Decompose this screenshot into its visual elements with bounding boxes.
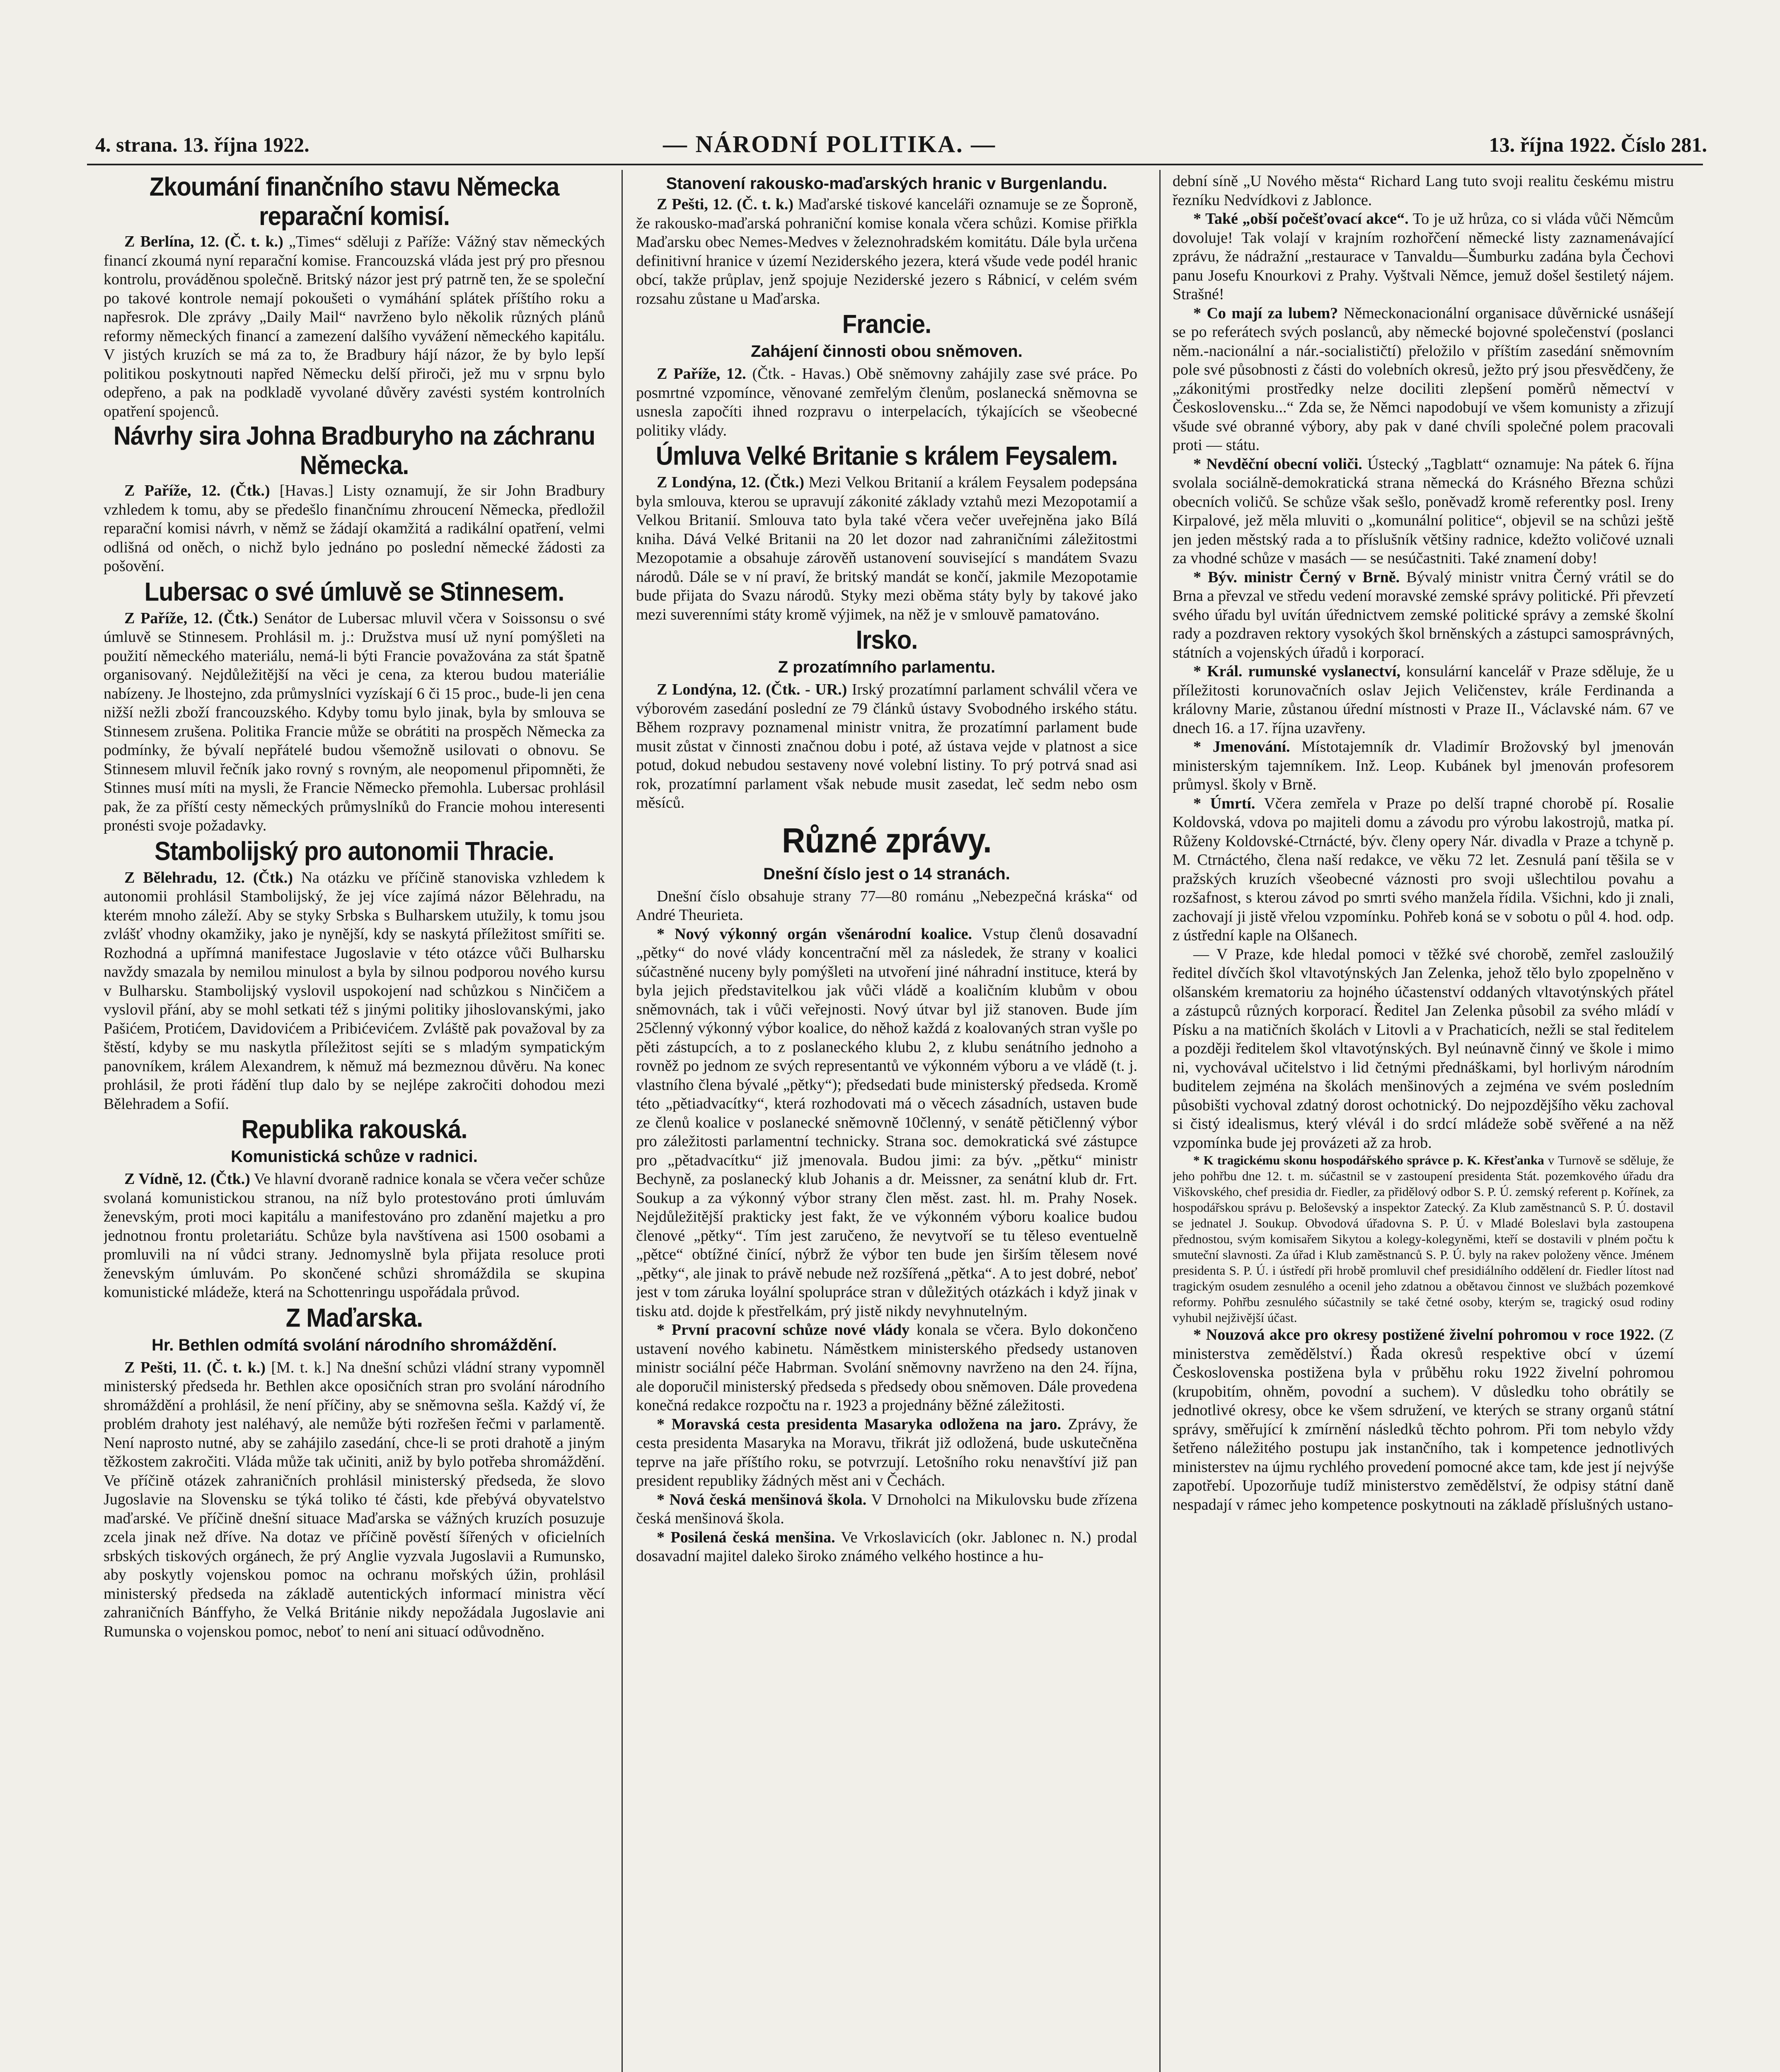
news-item: * Král. rumunské vyslanectví, konsulární kancelář v Praze sděluje, že u příležitosti korunovačních oslav Jejich Veličenstev, krále Ferdinanda a královny Marie, zůstanou úřední místnosti v Praze II., Václavské nám. 67 ve dnech 16. a 17. října uzavřeny. [1173, 663, 1674, 737]
article-paragraph: Z Paříže, 12. (Čtk. - Havas.) Obě sněmovny zahájily zase své práce. Po posmrtné vzpomínce, věnované zemřelým členům, poslanecká sněmovna se usnesla započíti ihned rozpravu o interpelacích, týkajících se všeobecné politiky vlády. [636, 365, 1137, 439]
article-paragraph: Z Bělehradu, 12. (Čtk.) Na otázku ve příčině stanoviska vzhledem k autonomii prohlásil Stambolijský, že jej více zajímá názor Bělehradu, na kterém mnoho záleží. Aby se styky Srbska s Bulharskem utužily, k tomu jsou zvlášť vhodny okamžiky, jako je nynější, kdy se naskytá příležitost smířiti se. Rozhodná a upřímná manifestace Jugoslavie v této otázce vůči Bulharsku navždy smazala by nemilou minulost a byla by silnou podporou nového kursu v Bulharsku. Stambolijský vyslovil uspokojení nad schůzkou s Ninčičem a vyslovil přání, aby se mohl setkati též s jinými politiky jihoslovanskými, jako Pašićem, Protićem, Davidovićem a Pribićevićem. Zvláště pak považoval by za štěstí, kdyby se mu naskytla příležitost sejíti se s mladým sympatickým panovníkem, králem Alexandrem, k němuž má bezmeznou důvěru. Na konec prohlásil, že proti řádění tlup dalo by se nejlépe zakročiti dohodou mezi Bělehradem a Sofií. [104, 869, 605, 1113]
article-paragraph: Z Paříže, 12. (Čtk.) Senátor de Lubersac mluvil včera v Soissonsu o své úmluvě se Stinnesem. Prohlásil m. j.: Družstva musí už nyní pomýšleti na použití německého materiálu, nemá-li býti Francie považována za stát špatně organisovaný. Nejdůležitější na věci je cena, za kterou budou materiálie nabízeny. Je lhostejno, zda průmyslníci vyzískají 6 či 15 proc., bude-li jen cena nižší nežli zboží francouzského. Kdyby tomu bylo jinak, byla by smlouva se Stinnesem zrušena. Politika Francie může se obrátiti na prospěch Německa za podmínky, že bývalí nepřátelé budou všemožně usilovati o obnovu. Se Stinnesem mluvil řečník jako rovný s rovným, ale neopomenul připomněti, že Stinnes musí míti na mysli, že Francie Německo přemohla. Lubersac prohlásil pak, že za příští cesty německých průmyslníků do Francie mohou interesenti pronésti svoje požadavky. [104, 609, 605, 834]
news-item: * Úmrtí. Včera zemřela v Praze po delší trapné chorobě pí. Rosalie Koldovská, vdova po majiteli domu a závodu pro výrobu lakostrojů, matka pí. Růženy Koldovské-Ctrnácté, býv. členy opery Nár. divadla v Praze a tchyně p. M. Ctrnáctého, člena naší redakce, ve věku 72 let. Zesnulá paní těšila se v pražských kruzích všeobecné váznosti pro svoji ušlechtilou povahu a rozšafnost, s kterou závod po smrti svého manžela řídila. Všichni, kdo ji znali, zachovají ji jistě vřelou vzpomínku. Pohřeb koná se v sobotu o půl 4. hod. odp. z ústřední kaple na Olšanech. [1173, 794, 1674, 944]
news-item-continued: dební síně „U Nového města“ Richard Lang tuto svoji realitu českému mistru řezníku Nedvídkovi z Jablonce. [1173, 172, 1674, 209]
article-paragraph: Z Berlína, 12. (Č. t. k.) „Times“ sděluji z Paříže: Vážný stav německých financí zkoumá nyní reparační komise. Francouzská vláda jest prý pro přesnou kontrolu, prováděnou společně. Britský názor jest prý patrně ten, že se společní po takové kontrole nemají pokoušeti o vymáhání splátek příštího roku a napřesrok. Dle zprávy „Daily Mail“ navrženo bylo několik různých plánů reformy německých financí a zamezení dalšího vyvážení německého kapitálu. V jistých kruzích se má za to, že Bradbury hájí názor, že by bylo lepší politikou poskytnouti napřed Německu delší přiroči, jež mu v srpnu bylo odepřeno, a pak na podkladě vyvolané důvěry zavésti systém kontrolních opatření spojenců. [104, 233, 605, 420]
section-headline-news: Různé zprávy. [782, 820, 992, 860]
news-item: * Nová česká menšinová škola. V Drnoholci na Mikulovsku bude zřízena česká menšinová škola. [636, 1491, 1137, 1527]
article-subheadline: Hr. Bethlen odmítá svolání národního shromáždění. [152, 1336, 557, 1354]
page-number-date: 4. strana. 13. října 1922. [95, 133, 310, 156]
article-headline: Lubersac o své úmluvě se Stinnesem. [144, 577, 564, 607]
news-item: * Nevděční obecní voliči. Ústecký „Tagblatt“ oznamuje: Na pátek 6. října svolala sociálně-demokratická strana německá do Krásného Březnа schůzi obecních voličů. Se schůze však sešlo, poněvadž kromě referentky posl. Ireny Kirpalové, jež měla mluviti o „komunální politice“, objevil se na schůzi ještě jen jeden městský rada a to příslušník většiny radnice, kdežto voličové uznali za vhodné schůze v masách — se nesúčastniti. Také znamení doby! [1173, 455, 1674, 567]
newspaper-title: — NÁRODNÍ POLITIKA. — [663, 131, 996, 157]
article-paragraph: Z Vídně, 12. (Čtk.) Ve hlavní dvoraně radnice konala se včera večer schůze svolaná komunistickou stranou, na níž bylo protestováno proti úmluvám ženevským, proti moci kapitálu a manifestováno pro zdanění majetku a pro jednotnou frontu proletariátu. Schůze byla navštívena asi 1500 osobami a promluvili na ní vůdci strany. Jednomyslně byla přijata resoluce proti ženevským úmluvám. Po skončené schůzi shromáždila se skupina komunistické mládeže, která na Schottenringu uspořádala průvod. [104, 1170, 605, 1301]
section-headline: Z Maďarska. [285, 1303, 423, 1333]
article-subheadline: Dnešní číslo jest o 14 stranách. [763, 864, 1010, 883]
article-headline: Zkoumání finančního stavu Německa reparační komisí. [149, 172, 559, 231]
masthead-rule [87, 164, 1703, 165]
column-2 [636, 172, 1137, 2072]
news-item: * K tragickému skonu hospodářského správce p. K. Křesťanka v Turnově se sděluje, že jeho pohřbu dne 12. t. m. súčastnil se v zastoupení presidenta Stát. pozemkového úřadu dra Viškovského, chef presidia dr. Fiedler, za přidělový odbor S. P. Ú. zemský referent p. Kořínek, za hospodářskou správu p. Beloševský a inspektor Zatecký. Za Klub zaměstnanců S. P. Ú. dostavil se jednatel J. Soukup. Obvodová úřadovna S. P. Ú. v Mladé Boleslavi byla zastoupena přednostou, svým komisařem Sikytou a kolegy-kolegyněmi, kteří se dostavili v plném počtu k smuteční slavnosti. Za úřad i Klub zaměstnanců S. P. Ú. byly na rakev položeny věnce. Jménem presidenta S. P. Ú. i ústředí při hrobě promluvil chef presidiálního oddělení dr. Fiedler lítost nad tragickým osudem zesnulého a ocenil jeho zdatnou a obětavou činnost ve službách pozemkové reformy. Pohřbu zesnulého súčastnily se také četné osoby, kterým se, tragický osud rodiny vyhubil nejživější účast. [1173, 1153, 1674, 1325]
article-headline: Návrhy sira Johna Bradburyho na záchranu Německa. [113, 421, 595, 480]
article-headline: Stambolijský pro autonomii Thracie. [154, 836, 554, 866]
news-item: * První pracovní schůze nové vlády konala se včera. Bylo dokončeno ustavení nového kabinetu. Náměstkem ministerského předsedy ustanoven ministr sociální péče Habrman. Svolání sněmovny navrženo na den 24. října, ale doporučil ministerský předseda s předsedy obou sněmoven. Dále provedena konečná redakce rozpočtu na r. 1923 a projednány běžné záležitosti. [636, 1321, 1137, 1414]
news-item: — V Praze, kde hledal pomoci v těžké své chorobě, zemřel zasloužilý ředitel dívčích škol vltavotýnských Jan Zelenka, jehož tělo bylo zpopelněno v olšanském krematoriu za hojného účastenství oddaných vltavotýnských přátel a zástupců různých korporací. Ředitel Jan Zelenka působil za svého mládí v Písku a na matičních školách v Litovli a v Prachaticích, nežli se stal ředitelem a později ředitelem škol vltavotýnských. Byl neúnavně činný ve škole i mimo ni, vychovával učitelstvo i lid četnými přednáškami, byl horlivým národním buditelem zejména na školách menšinových a zejména ve svém posledním působišti vychoval zdatný dorost ochotnický. Do nejpozdějšího věku zachoval si čistý idealismus, který vlévál i do srdcí mládeže sobě svěřené a na něž vzpomínka bude jej provázeti až za hrob. [1173, 945, 1674, 1152]
column-3 [1173, 172, 1674, 2072]
article-subheadline: Komunistická schůze v radnici. [231, 1147, 478, 1166]
issue-date-number: 13. října 1922. Číslo 281. [1489, 133, 1707, 156]
news-item: * Co mají za lubem? Německonacionální organisace důvěrnické usnášejí se po referátech svých poslanců, aby německé bojovné společenství (poslanci něm.-nacionální a nár.-socialističtí) přeložilo v příštím zasedání sněmovním pole své působnosti z části do volebních okresů, ježto prý jsou přesvědčeny, že „zákonitými prostředky nelze dociliti zlepšení poměrů němectví v Československu...“ Zda se, že Němci napodobují ve všem komunisty a zřizují všude své obranné výbory, aby pak v dané chvíli společné polem pracovali proti — státu. [1173, 304, 1674, 454]
column-divider [1159, 170, 1161, 2072]
article-subheadline: Stanovení rakousko-maďarských hranic v Burgenlandu. [666, 174, 1108, 193]
news-item: * Jmenování. Místotajemník dr. Vladimír Brožovský byl jmenován ministerským tajemníkem. Inž. Leop. Kubánek byl jmenován profesorem průmysl. školy v Brně. [1173, 738, 1674, 793]
newspaper-page [75, 124, 1711, 2072]
news-item: * Posilená česká menšina. Ve Vrkoslavicích (okr. Jablonec n. N.) prodal dosavadní majitel daleko široko známého velkého hostince a hu- [636, 1528, 1137, 1565]
news-item: * Nouzová akce pro okresy postižené živelní pohromou v roce 1922. (Z ministerstva zemědělství.) Řada okresů respektive obcí v území Československa postižena byla v průběhu roku 1922 živelní pohromou (krupobitím, ohněm, povodní a suchem). V důsledku toho obrátily se jednotlivé okresy, obce ke všem sdružení, ve kterých se strany organů státní správy, směřující k zmírnění následků těchto pohrom. Při tom nebylo vždy šetřeno náležitého postupu jak instančního, tak i kompetence jednotlivých ministerstev na újmu rychlého provedení pomocné akce tam, kde jest jí nejvýše zapotřebí. Upozorňuje tudíž ministerstvo zemědělství, že odpisy státní daně nespadají v rámec jeho kompetence poskytnouti na základě příslušných ustano- [1173, 1326, 1674, 1513]
article-paragraph: Z Londýna, 12. (Čtk. - UR.) Irský prozatímní parlament schválil včera ve výborovém zasedání poslední ze 79 článků ústavy Svobodného irského státu. Během rozpravy poznamenal ministr vnitra, že prozatímní parlament bude musit zůstat v činnosti značnou dobu i poté, až ústava vejde v platnost a sice potud, dokud nebudou sestaveny nové volební listiny. To prý potrvá snad asi rok, prozatímní parlament však nebude musit zasedat, leč sedm nebo osm měsíců. [636, 681, 1137, 811]
article-paragraph: Dnešní číslo obsahuje strany 77—80 románu „Nebezpečná kráska“ od André Theurieta. [636, 887, 1137, 924]
news-item: * Býv. ministr Černý v Brně. Bývalý ministr vnitra Černý vrátil se do Brna a převzal ve středu vedení moravské zemské správy politické. Při převzetí svého úřadu byl uvítán úřednictvem zemské politické správy a zemské školní rady a pozdraven rektory vysokých škol brněnských a zástupci samosprávných, státních a vojenských úřadů i korporací. [1173, 568, 1674, 661]
article-headline: Úmluva Velké Britanie s králem Feysalem. [655, 441, 1118, 471]
section-headline: Francie. [842, 310, 931, 339]
masthead [75, 124, 1711, 162]
column-divider [622, 170, 623, 2072]
section-headline: Irsko. [856, 625, 918, 655]
section-headline: Republika rakouská. [241, 1115, 467, 1144]
article-paragraph: Z Londýna, 12. (Čtk.) Mezi Velkou Britanií a králem Feysalem podepsána byla smlouva, kterou se upravují zákonité základy vztahů mezi Mezopotamií a Velkou Britanií. Smlouva tato byla také včera večer uveřejněna jako Bílá kniha. Dává Velké Britanii na 20 let dozor nad zahraničními záležitostmi Mezopotamie a obsahuje zárověň ustanovení související s mandátem Svazu národů. Dále se v ní praví, že britský mandát se končí, jakmile Mezopotamie bude přijata do Svazu národů. Styky mezi oběma státy byly by takové jako mezi suverenními státy kromě výjimek, na něž je v smlouvě pamatováno. [636, 474, 1137, 623]
news-item: * Nový výkonný orgán všenárodní koalice. Vstup členů dosavadní „pětky“ do nové vlády koncentrační měl za následek, že strany v koalici súčastněné nuceny byly pomýšleti na utvoření jiné náhradní instituce, která by byla jejich představitelkou jak vůči vládě a koaličním klubům v obou sněmovnách, tak i vůči veřejnosti. Nový útvar byl již stanoven. Bude jím 25členný výkonný výbor koalice, do něhož každá z koalovaných stran vyšle po pěti zástupcích, a to z poslaneckého klubu 2, z klubu senátního jednoho a rovněž po jednom ze svých representantů ve výkonném výboru a ve vládě (t. j. vlastního člena bývalé „pětky“); předsedati bude ministerský předseda. Kromě této „pětiadvacítky“, která rozhodovati má o věcech zásadních, ustaven bude ze členů koalice v poslanecké sněmovně 10členný, v senátě pětičlenný výbor pro záležitosti parlamentní technicky. Strana soc. demokratická své zástupce pro „pětadvacítku“ již jmenovala. Budou jimi: za býv. „pětku“ ministr Bechyně, za poslanecký klub Johanis a dr. Meissner, za senátní klub dr. Frt. Soukup a za výkonný výbor strany člen měst. zast. hl. m. Prahy Nosek. Nejdůležitější prakticky jest fakt, že ve výkonném výboru koalice budou členové „pětky“. Tím jest zaručeno, že nevytvoří se tu těleso eventuelně „pětce“ obtížné činící, nýbrž že výbor ten bude jen širším tělesem nové „pětky“, ale jinak to právě nebude než rozšířená „pětka“. A to jest dobré, neboť jest v tom záruka loyální spolupráce stran v důležitých otázkách i když jinak v tisku atd. dojde k přestřelkám, prý jistě nikdy nevyhnutelným. [636, 925, 1137, 1320]
article-paragraph: Z Paříže, 12. (Čtk.) [Havas.] Listy oznamují, že sir John Bradbury vzhledem k tomu, aby se předešlo finančnímu zhroucení Německa, předložil reparační komisi návrh, v němž se žádají okamžitá a radikální opatření, velmi odlišná od oněch, o nichž bylo jednáno po poslední německé žádosti za pošovění. [104, 482, 605, 575]
news-item: * Moravská cesta presidenta Masaryka odložena na jaro. Zprávy, že cesta presidenta Masaryka na Moravu, třikrát již odložená, bude uskutečněna teprve na jaře příštího roku, se potvrzují. Letošního roku nenavštíví již pan president republiky žádných měst ani v Čechách. [636, 1415, 1137, 1489]
column-1 [104, 172, 605, 2072]
article-subheadline: Zahájení činnosti obou sněmoven. [751, 342, 1023, 361]
article-paragraph: Z Pešti, 11. (Č. t. k.) [M. t. k.] Na dnešní schůzi vládní strany vypomněl ministerský předseda hr. Bethlen akce oposičních stran pro svolání národního shromáždění a prohlásil, že není příčiny, aby se sněmovna sešla. Každý ví, že problém drahoty jest naléhavý, ale nemůže býti rozřešen řečmi v parlamentě. Není naprosto nutné, aby se zahájilo zasedání, chce-li se proti drahotě a jiným těžkostem zakročiti. Vláda může tak učiniti, aniž by bylo potřeba shromáždění. Ve příčině otázek zahraničních prohlásil ministerský předseda, že slovo Jugoslavie na Slovensku se týká toliko té části, kde přebývá obyvatelstvo maďarské. Ve příčině dnešní situace Maďarska se vážných kruzích posuzuje zcela jinak než dříve. Na dotaz ve příčině pověstí šířených v oficielních srbských tiskových orgánech, že prý Anglie vyzvala Jugoslavii a Rumunsko, aby poskytly vojenskou pomoc na ochranu mořských úžin, prohlásil ministerský předseda na základě autentických informací ministra věcí zahraničních Bánffyho, že Velká Británie nikdy nepožádala Jugoslavie ani Rumunska o vojenskou pomoc, neboť to není ani situací odůvodněno. [104, 1358, 605, 1640]
news-item: * Také „obší počešťovací akce“. To je už hrůza, co si vláda vůči Němcům dovoluje! Tak volají v krajním rozhořčení německé listy zaznamenávající zprávu, že nádražní „restaurace v Tanvaldu—Šumburku zadána byla Čechovi panu Josefu Knourkovi z Prahy. Vyštvali Němce, jemuž došel šestiletý nájem. Strašné! [1173, 210, 1674, 303]
article-subheadline: Z prozatímního parlamentu. [778, 658, 996, 676]
article-paragraph: Z Pešti, 12. (Č. t. k.) Maďarské tiskové kanceláři oznamuje se ze Šoproně, že rakousko-maďarská pohraniční komise konala včera schůzi. Komise přiřkla Maďarsku obec Nemes-Medves v železnohradském komitátu. Dále byla určena definitivní hranice v území Neziderského jezera, která všude vede podél hranic obcí, takže průplav, jenž spojuje Neziderské jezero s Rábnicí, v celém svém rozsahu zůstane u Maďarska. [636, 196, 1137, 307]
